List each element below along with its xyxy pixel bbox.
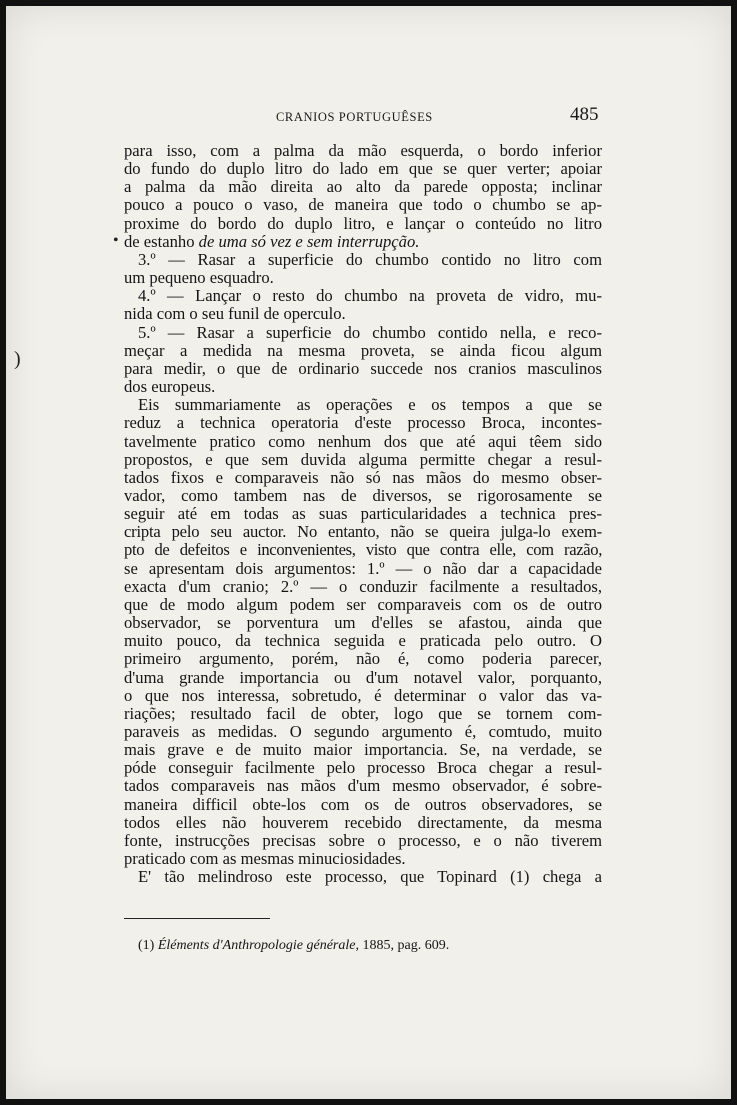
text-line: 5.º — Rasar a superficie do chumbo contido nella, e reco- <box>138 322 602 342</box>
footnote-detail: 1885, pag. 609. <box>362 938 450 953</box>
text-line: do fundo do duplo litro do lado em que se quer verter; apoiar <box>124 159 602 179</box>
margin-dot: • <box>113 232 119 249</box>
text-line: tados comparaveis nas mãos d'um mesmo observador, é sobre- <box>124 776 602 796</box>
text-line: tavelmente pratico como nenhum dos que até aqui têem sido <box>124 431 602 451</box>
text-line: fonte, instrucções precisas sobre o processo, e o não tiverem <box>124 830 602 850</box>
text-line: o que nos interessa, sobretudo, é determinar o valor das va- <box>124 685 602 705</box>
running-title: CRANIOS PORTUGUÊSES <box>276 110 433 124</box>
text-line: póde conseguir facilmente pelo processo Broca chegar a resul- <box>124 758 602 778</box>
text-line: cripta pelo seu auctor. No entanto, não se queira julga-lo exem- <box>124 522 602 542</box>
page-header <box>6 106 731 130</box>
text-line: dos europeus. <box>124 377 216 397</box>
text-line: Eis summariamente as operações e os tempos a que se <box>138 395 602 415</box>
text-line: nida com o seu funil de operculo. <box>124 304 346 324</box>
text-line: maneira difficil obte-los com os de outros observadores, se <box>124 794 602 814</box>
footnote-marker: (1) <box>138 938 155 953</box>
text-line: se apresentam dois argumentos: 1.º — o não dar a capacidade <box>124 558 602 578</box>
text-line: a palma da mão direita ao alto da parede opposta; inclinar <box>124 177 602 197</box>
text-line: 4.º — Lançar o resto do chumbo na proveta de vidro, mu- <box>138 286 602 306</box>
italic-phrase: de uma só vez e sem interrupção. <box>198 231 420 251</box>
footnote-title: Éléments d'Anthropologie générale, <box>157 938 359 953</box>
text-line: vador, como tambem nas de diversos, se rigorosamente se <box>124 485 602 505</box>
text-line: praticado com as mesmas minuciosidades. <box>124 849 406 869</box>
text-line <box>124 233 602 251</box>
text-line: E' tão melindroso este processo, que Topinard (1) chega a <box>138 867 602 887</box>
text-line: para medir, o que de ordinario succede nos cranios masculinos <box>124 358 602 378</box>
text-line: riações; resultado facil de obter, logo que se tornem com- <box>124 703 602 723</box>
margin-paren: ) <box>14 348 21 370</box>
text-line: muito pouco, da technica seguida e praticada pelo outro. O <box>124 631 602 651</box>
text-line: um pequeno esquadro. <box>124 268 274 288</box>
page-number: 485 <box>570 104 599 125</box>
text-line: para isso, com a palma da mão esquerda, o bordo inferior <box>124 141 602 160</box>
text-line: 3.º — Rasar a superficie do chumbo contido no litro com <box>138 249 602 269</box>
text-line: exacta d'um cranio; 2.º — o conduzir facilmente a resultados, <box>124 576 602 596</box>
text-line: reduz a technica operatoria d'este processo Broca, incontes- <box>124 413 602 433</box>
text-line: d'uma grande importancia ou d'um notavel valor, porquanto, <box>124 667 602 687</box>
text-line: observador, se porventura um d'elles se afastou, ainda que <box>124 613 602 633</box>
text-line: primeiro argumento, porém, não é, como poderia parecer, <box>124 649 602 669</box>
text-line: pto de defeitos e inconvenientes, visto que contra elle, com razão, <box>124 540 602 560</box>
text-line: meçar a medida na mesma proveta, se ainda ficou algum <box>124 340 602 360</box>
text-line: pouco a pouco o vaso, de maneira que todo o chumbo se ap- <box>124 195 602 215</box>
footnote <box>138 938 449 954</box>
text-line: tados fixos e comparaveis não só nas mãos do mesmo obser- <box>124 467 602 487</box>
body-text <box>124 142 602 886</box>
text-line: todos elles não houverem recebido directamente, da mesma <box>124 812 602 832</box>
text-line: seguir até em todas as suas particularidades a technica pres- <box>124 504 602 524</box>
text-line: paraveis as medidas. O segundo argumento é, comtudo, muito <box>124 722 602 741</box>
book-page <box>6 6 731 1099</box>
text-line: proxime do bordo do duplo litro, e lançar o conteúdo no litro <box>124 213 602 233</box>
footnote-rule <box>124 918 270 919</box>
text-line: mais grave e de muito maior importancia. Se, na verdade, se <box>124 740 602 760</box>
text-line: propostos, e que sem duvida alguma permitte chegar a resul- <box>124 449 602 469</box>
text-line: que de modo algum podem ser comparaveis com os de outro <box>124 594 602 614</box>
text-segment: de estanho <box>124 231 195 251</box>
